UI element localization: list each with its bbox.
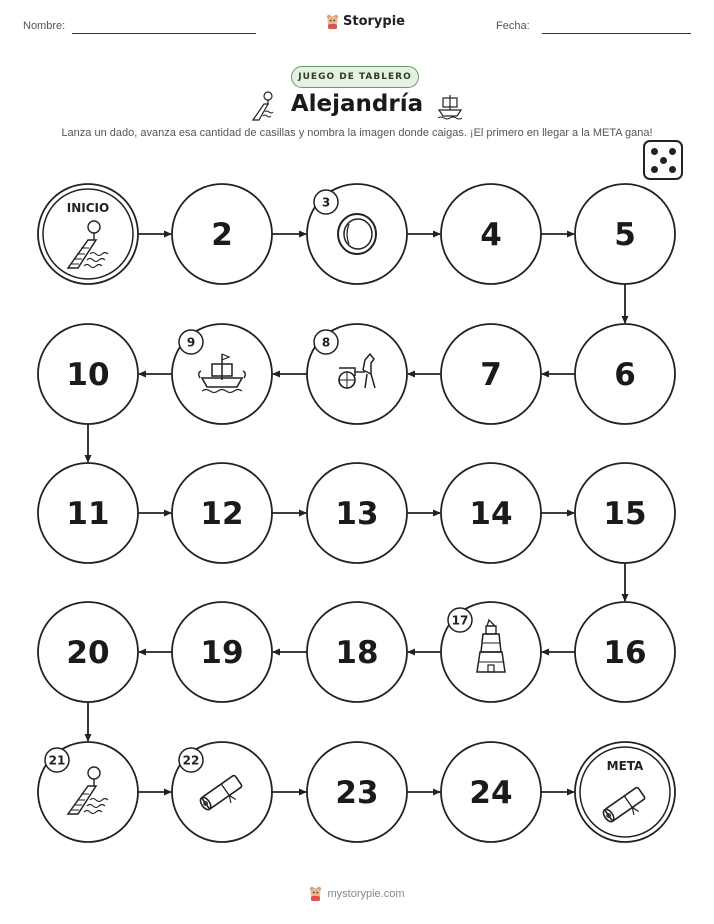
space-number-badge: 17: [451, 613, 469, 628]
space-number: 24: [469, 775, 513, 811]
board-space: [441, 463, 541, 563]
space-number: 18: [335, 635, 379, 671]
board-space: [307, 602, 407, 702]
space-number: 11: [66, 496, 110, 532]
instructions: Lanza un dado, avanza esa cantidad de casillas y nombra la imagen donde caigas. ¡El primero en llegar a la META gana!: [61, 127, 653, 139]
space-number: 19: [200, 635, 244, 671]
board-spaces: [38, 184, 675, 842]
space-number-badge: 21: [48, 753, 66, 768]
name-label: Nombre:: [23, 20, 66, 32]
space-number-badge: 8: [321, 335, 331, 350]
board-space: [38, 463, 138, 563]
space-number: 15: [603, 496, 647, 532]
space-number: 20: [66, 635, 110, 671]
space-number: 14: [469, 496, 513, 532]
board-space: [307, 324, 407, 424]
board-space: [575, 742, 675, 842]
bear-icon: [309, 886, 322, 901]
board-space: [441, 602, 541, 702]
board-space: [441, 742, 541, 842]
board-space: [575, 602, 675, 702]
space-number: 7: [480, 357, 502, 393]
space-number-badge: 9: [186, 335, 196, 350]
board-space: [441, 324, 541, 424]
board-space: [172, 602, 272, 702]
board-space: [172, 463, 272, 563]
board-space: [38, 602, 138, 702]
board-space: [172, 742, 272, 842]
date-label: Fecha:: [496, 20, 530, 32]
footer: [0, 886, 714, 901]
board-space: [38, 742, 138, 842]
brand-name: Storypie: [343, 14, 405, 29]
board-space: [575, 463, 675, 563]
game-type-badge: JUEGO DE TABLERO: [291, 66, 419, 88]
board-space: [307, 742, 407, 842]
space-number: 12: [200, 496, 244, 532]
start-label: INICIO: [66, 201, 110, 215]
board-space: [575, 324, 675, 424]
space-number: 4: [480, 217, 502, 253]
board-space: [441, 184, 541, 284]
page-title: Alejandría: [290, 91, 424, 117]
finish-label: META: [606, 759, 644, 773]
footer-url: mystorypie.com: [327, 887, 405, 900]
board-space: [307, 463, 407, 563]
board-space: [172, 324, 272, 424]
space-number-badge: 22: [182, 753, 200, 768]
space-number: 13: [335, 496, 379, 532]
board-space: [38, 184, 138, 284]
space-number: 16: [603, 635, 647, 671]
space-number: 5: [614, 217, 636, 253]
board-space: [575, 184, 675, 284]
space-number: 23: [335, 775, 379, 811]
board-space: [172, 184, 272, 284]
space-number: 10: [66, 357, 110, 393]
space-number: 6: [614, 357, 636, 393]
board-space: [307, 184, 407, 284]
space-number: 2: [211, 217, 233, 253]
board-space: [38, 324, 138, 424]
space-number-badge: 3: [321, 195, 331, 210]
